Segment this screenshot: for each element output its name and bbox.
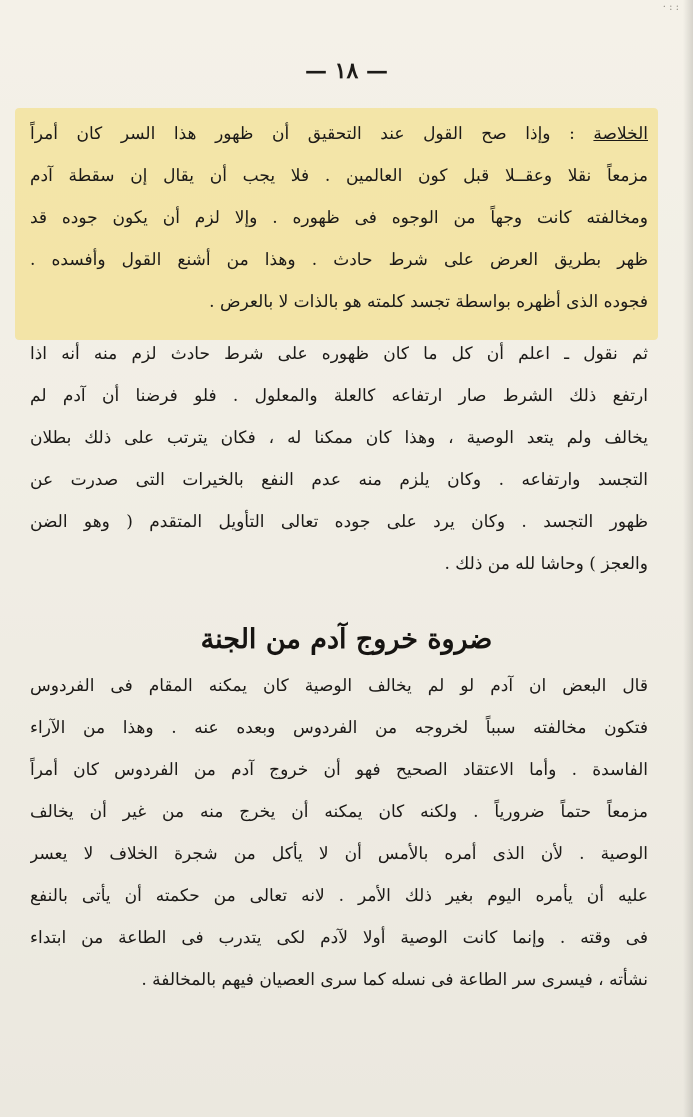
text-line: مزمعاً نقلا وعقــلا قبل كون العالمين . فلا يجب أن يقال إن سقطة آدم xyxy=(30,166,648,186)
paragraph-exit-from-paradise xyxy=(30,665,648,1001)
text-line: ارتفع ذلك الشرط صار ارتفاعه كالعلة والمعلول . فلو فرضنا أن آدم لم xyxy=(30,386,648,406)
paragraph-condition xyxy=(30,333,648,585)
conclusion-label: الخلاصة xyxy=(593,124,648,144)
text-line: ظهر بطريق العرض على شرط حادث . وهذا من أشنع القول وأفسده . xyxy=(30,250,648,270)
text-line: الوصية . لأن الذى أمره بالأمس أن لا يأكل من شجرة الخلاف لا يعسر xyxy=(30,844,648,864)
text-line: عليه أن يأمره اليوم بغير ذلك الأمر . لانه تعالى من حكمته أن يأتى بالنفع xyxy=(30,886,648,906)
text-line: ثم نقول ـ اعلم أن كل ما كان ظهوره على شرط حادث لزم منه أنه اذا xyxy=(30,344,648,364)
section-heading: ضروة خروج آدم من الجنة xyxy=(200,624,493,655)
text-line: يخالف ولم يتعد الوصية ، وهذا كان ممكنا له ، فكان يترتب على ذلك بطلان xyxy=(30,428,648,448)
text-line: التجسد وارتفاعه . وكان يلزم منه عدم النفع بالخيرات التى صدرت عن xyxy=(30,470,648,490)
text-line-content: : وإذا صح القول عند التحقيق أن ظهور هذا السر كان أمراً xyxy=(30,124,594,144)
text-line: فى وقته . وإنما كانت الوصية أولا لآدم لكى يتدرب فى الطاعة من ابتداء xyxy=(30,928,648,948)
text-line xyxy=(30,113,648,155)
corner-marks: · : : xyxy=(662,2,679,13)
page-edge-shadow xyxy=(683,0,693,1117)
text-line: ظهور التجسد . وكان يرد على جوده تعالى التأويل المتقدم ( وهو الضن xyxy=(30,512,648,532)
paragraph-conclusion xyxy=(30,113,648,323)
text-line: قال البعض ان آدم لو لم يخالف الوصية كان يمكنه المقام فى الفردوس xyxy=(30,676,648,696)
page-number: — ١٨ — xyxy=(305,58,388,84)
text-line: ومخالفته كانت وجهاً من الوجوه فى ظهوره . وإلا لزم أن يكون جوده قد xyxy=(30,208,648,228)
text-line: والعجز ) وحاشا لله من ذلك . xyxy=(444,554,648,574)
text-line: مزمعاً حتماً ضرورياً . ولكنه كان يمكنه أن يخرج منه من غير أن يخالف xyxy=(30,802,648,822)
text-line: نشأته ، فيسرى سر الطاعة فى نسله كما سرى العصيان فيهم بالمخالفة . xyxy=(141,970,648,990)
text-line: فتكون مخالفته سبباً لخروجه من الفردوس وبعده عنه . وهذا من الآراء xyxy=(30,718,648,738)
text-line: فجوده الذى أظهره بواسطة تجسد كلمته هو بالذات لا بالعرض . xyxy=(209,292,648,312)
text-line: الفاسدة . وأما الاعتقاد الصحيح فهو أن خروج آدم من الفردوس كان أمراً xyxy=(30,760,648,780)
